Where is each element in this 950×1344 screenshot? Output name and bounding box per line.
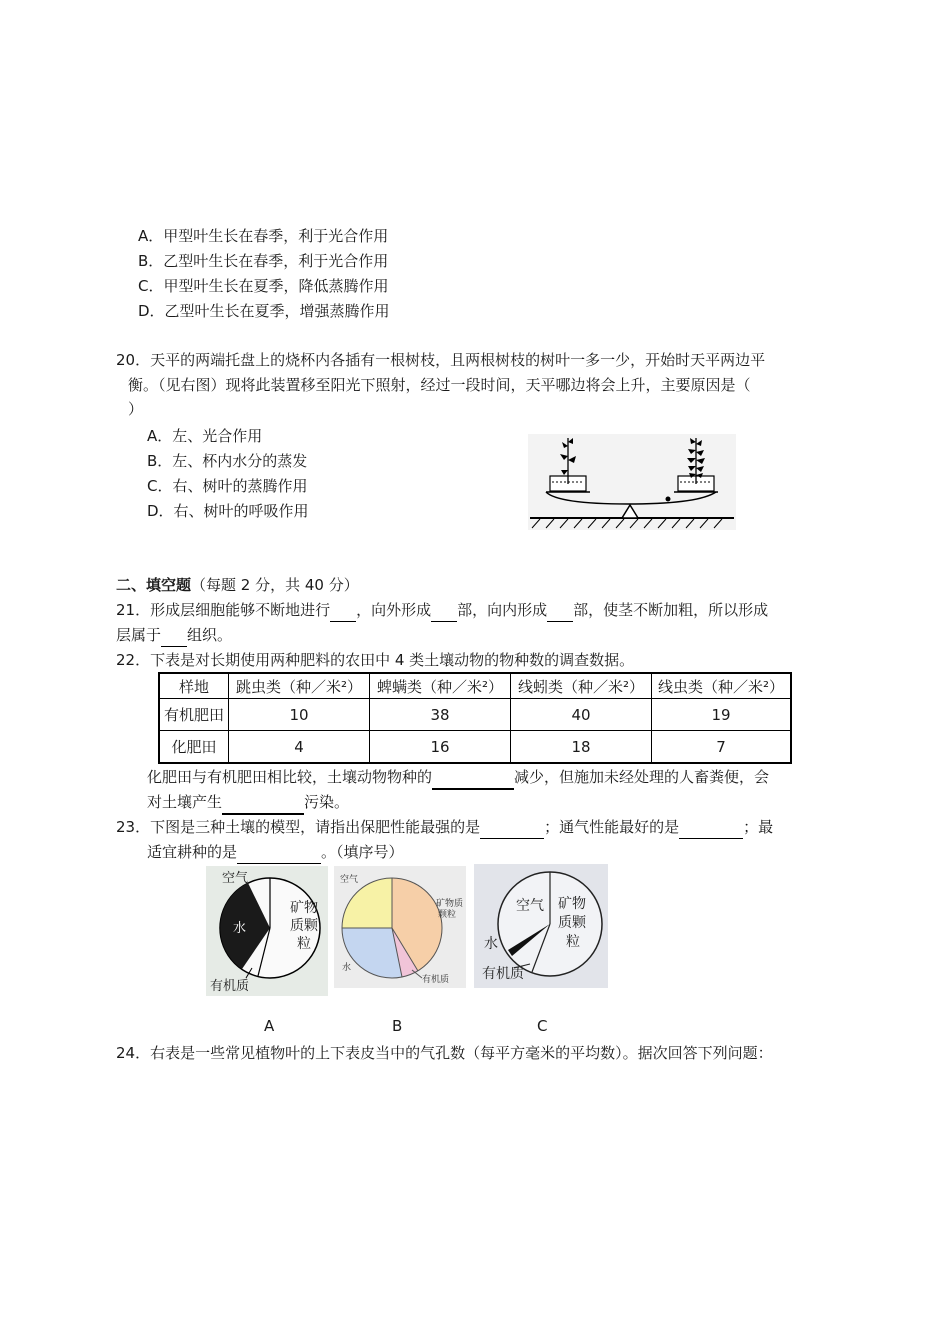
soil-pie-a: [206, 866, 328, 996]
q23-blank-3: [237, 841, 321, 864]
pie-a-water-label: 水: [233, 921, 247, 936]
table-header: 线虫类（种／米²）: [652, 673, 792, 699]
q20-line1: 20．天平的两端托盘上的烧杯内各插有一根树枝，且两根树枝的树叶一多一少，开始时天平两边平: [116, 351, 766, 369]
table-cell: 7: [652, 731, 792, 764]
q21-text-d: 部，使茎不断加粗，所以形成: [573, 601, 769, 619]
q21-blank-3: [547, 599, 573, 622]
table-cell: 38: [370, 699, 511, 731]
q21-text-e: 层属于: [116, 626, 162, 644]
q22-after-line1: [147, 766, 769, 790]
pie-c-organic-label: 有机质: [482, 966, 524, 982]
q20-option-c: C．右、树叶的蒸腾作用: [147, 477, 308, 495]
soil-pie-c: [474, 864, 608, 988]
q22-text-a: 化肥田与有机肥田相比较，土壤动物物种的: [147, 768, 433, 786]
q22-blank-2: [222, 791, 304, 815]
q19-option-c: C．甲型叶生长在夏季，降低蒸腾作用: [138, 277, 389, 295]
pie-c-water-label: 水: [484, 936, 498, 952]
q23-text-c: ；最: [743, 818, 774, 836]
table-row: [159, 699, 791, 731]
q23-text-e: 。（填序号）: [321, 843, 404, 861]
q23-text-d: 适宜耕种的是: [147, 843, 238, 861]
q21-text-a: 21．形成层细胞能够不断地进行: [116, 601, 331, 619]
section2-heading: [116, 574, 359, 596]
q19-option-a: A．甲型叶生长在春季，利于光合作用: [138, 227, 389, 245]
table-cell: 化肥田: [159, 731, 229, 764]
pie-b-mineral-line: 颗粒: [438, 910, 457, 920]
q23-text-b: ；通气性能最好的是: [544, 818, 680, 836]
table-cell: 10: [229, 699, 370, 731]
q20-option-b: B．左、杯内水分的蒸发: [147, 452, 308, 470]
q19-option-b: B．乙型叶生长在春季，利于光合作用: [138, 252, 389, 270]
q22-text-b: 减少，但施加未经处理的人畜粪便，会: [514, 768, 770, 786]
table-header: 线蚓类（种／米²）: [511, 673, 652, 699]
pie-a-organic-label: 有机质: [210, 979, 250, 994]
soil-pie-b: [334, 866, 466, 988]
table-row: [159, 731, 791, 764]
q23-line1: [116, 816, 773, 839]
pie-c-air-label: 空气: [516, 898, 544, 914]
q22-blank-1: [432, 766, 514, 790]
q23-text-a: 23．下图是三种土壤的模型，请指出保肥性能最强的是: [116, 818, 481, 836]
pie-b-air-label: 空气: [340, 875, 359, 885]
table-cell: 有机肥田: [159, 699, 229, 731]
q23-blank-2: [679, 816, 743, 839]
q21-blank-4: [161, 624, 187, 647]
q21-text-c: 部，向内形成: [457, 601, 548, 619]
q23-blank-1: [480, 816, 544, 839]
section2-title: 二、填空题: [116, 576, 192, 594]
pie-c-mineral-line: 粒: [566, 934, 580, 950]
q22-intro: 22．下表是对长期使用两种肥料的农田中 4 类土壤动物的物种数的调查数据。: [116, 651, 635, 669]
section2-note: （每题 2 分，共 40 分）: [191, 576, 359, 594]
balance-figure: [528, 434, 736, 530]
table-header-row: [159, 673, 791, 699]
pie-label-a: A: [264, 1017, 275, 1035]
pie-a-mineral-line: 粒: [297, 936, 311, 952]
pie-b-mineral-line: 矿物质: [436, 899, 464, 909]
q22-after-line2: [147, 791, 349, 815]
pie-a-air-label: 空气: [222, 871, 249, 886]
q23-line2: [147, 841, 404, 864]
pie-a-mineral-line: 矿物: [290, 900, 318, 916]
q22-text-d: 污染。: [304, 793, 350, 811]
q22-text-c: 对土壤产生: [147, 793, 223, 811]
table-cell: 40: [511, 699, 652, 731]
q20-option-d: D．右、树叶的呼吸作用: [147, 502, 309, 520]
q21-text-f: 组织。: [187, 626, 233, 644]
q21-text-b: ，向外形成: [356, 601, 432, 619]
pie-a-mineral-line: 质颗: [290, 918, 318, 934]
q24-text: 24．右表是一些常见植物叶的上下表皮当中的气孔数（每平方毫米的平均数）。据次回答下列问题：: [116, 1044, 773, 1062]
q21-blank-1: [330, 599, 356, 622]
table-header: 蜱螨类（种／米²）: [370, 673, 511, 699]
q19-option-d: D．乙型叶生长在夏季，增强蒸腾作用: [138, 302, 390, 320]
pie-c-mineral-line: 质颗: [558, 915, 586, 931]
table-header: 样地: [159, 673, 229, 699]
pie-label-c: C: [537, 1017, 548, 1035]
table-header: 跳虫类（种／米²）: [229, 673, 370, 699]
q20-line2: 衡。（见右图）现将此装置移至阳光下照射，经过一段时间，天平哪边将会上升，主要原因是（: [128, 376, 751, 394]
q21-line1: [116, 599, 768, 622]
pie-c-mineral-line: 矿物: [558, 896, 586, 912]
table-cell: 4: [229, 731, 370, 764]
pie-b-water-label: 水: [342, 963, 352, 973]
table-cell: 16: [370, 731, 511, 764]
table-cell: 18: [511, 731, 652, 764]
q20-line3: ）: [128, 400, 144, 418]
q22-table: [158, 672, 792, 764]
table-cell: 19: [652, 699, 792, 731]
pie-b-organic-label: 有机质: [422, 975, 450, 985]
q21-line2: [116, 624, 232, 647]
q20-option-a: A．左、光合作用: [147, 427, 263, 445]
pie-label-b: B: [392, 1017, 403, 1035]
q21-blank-2: [431, 599, 457, 622]
